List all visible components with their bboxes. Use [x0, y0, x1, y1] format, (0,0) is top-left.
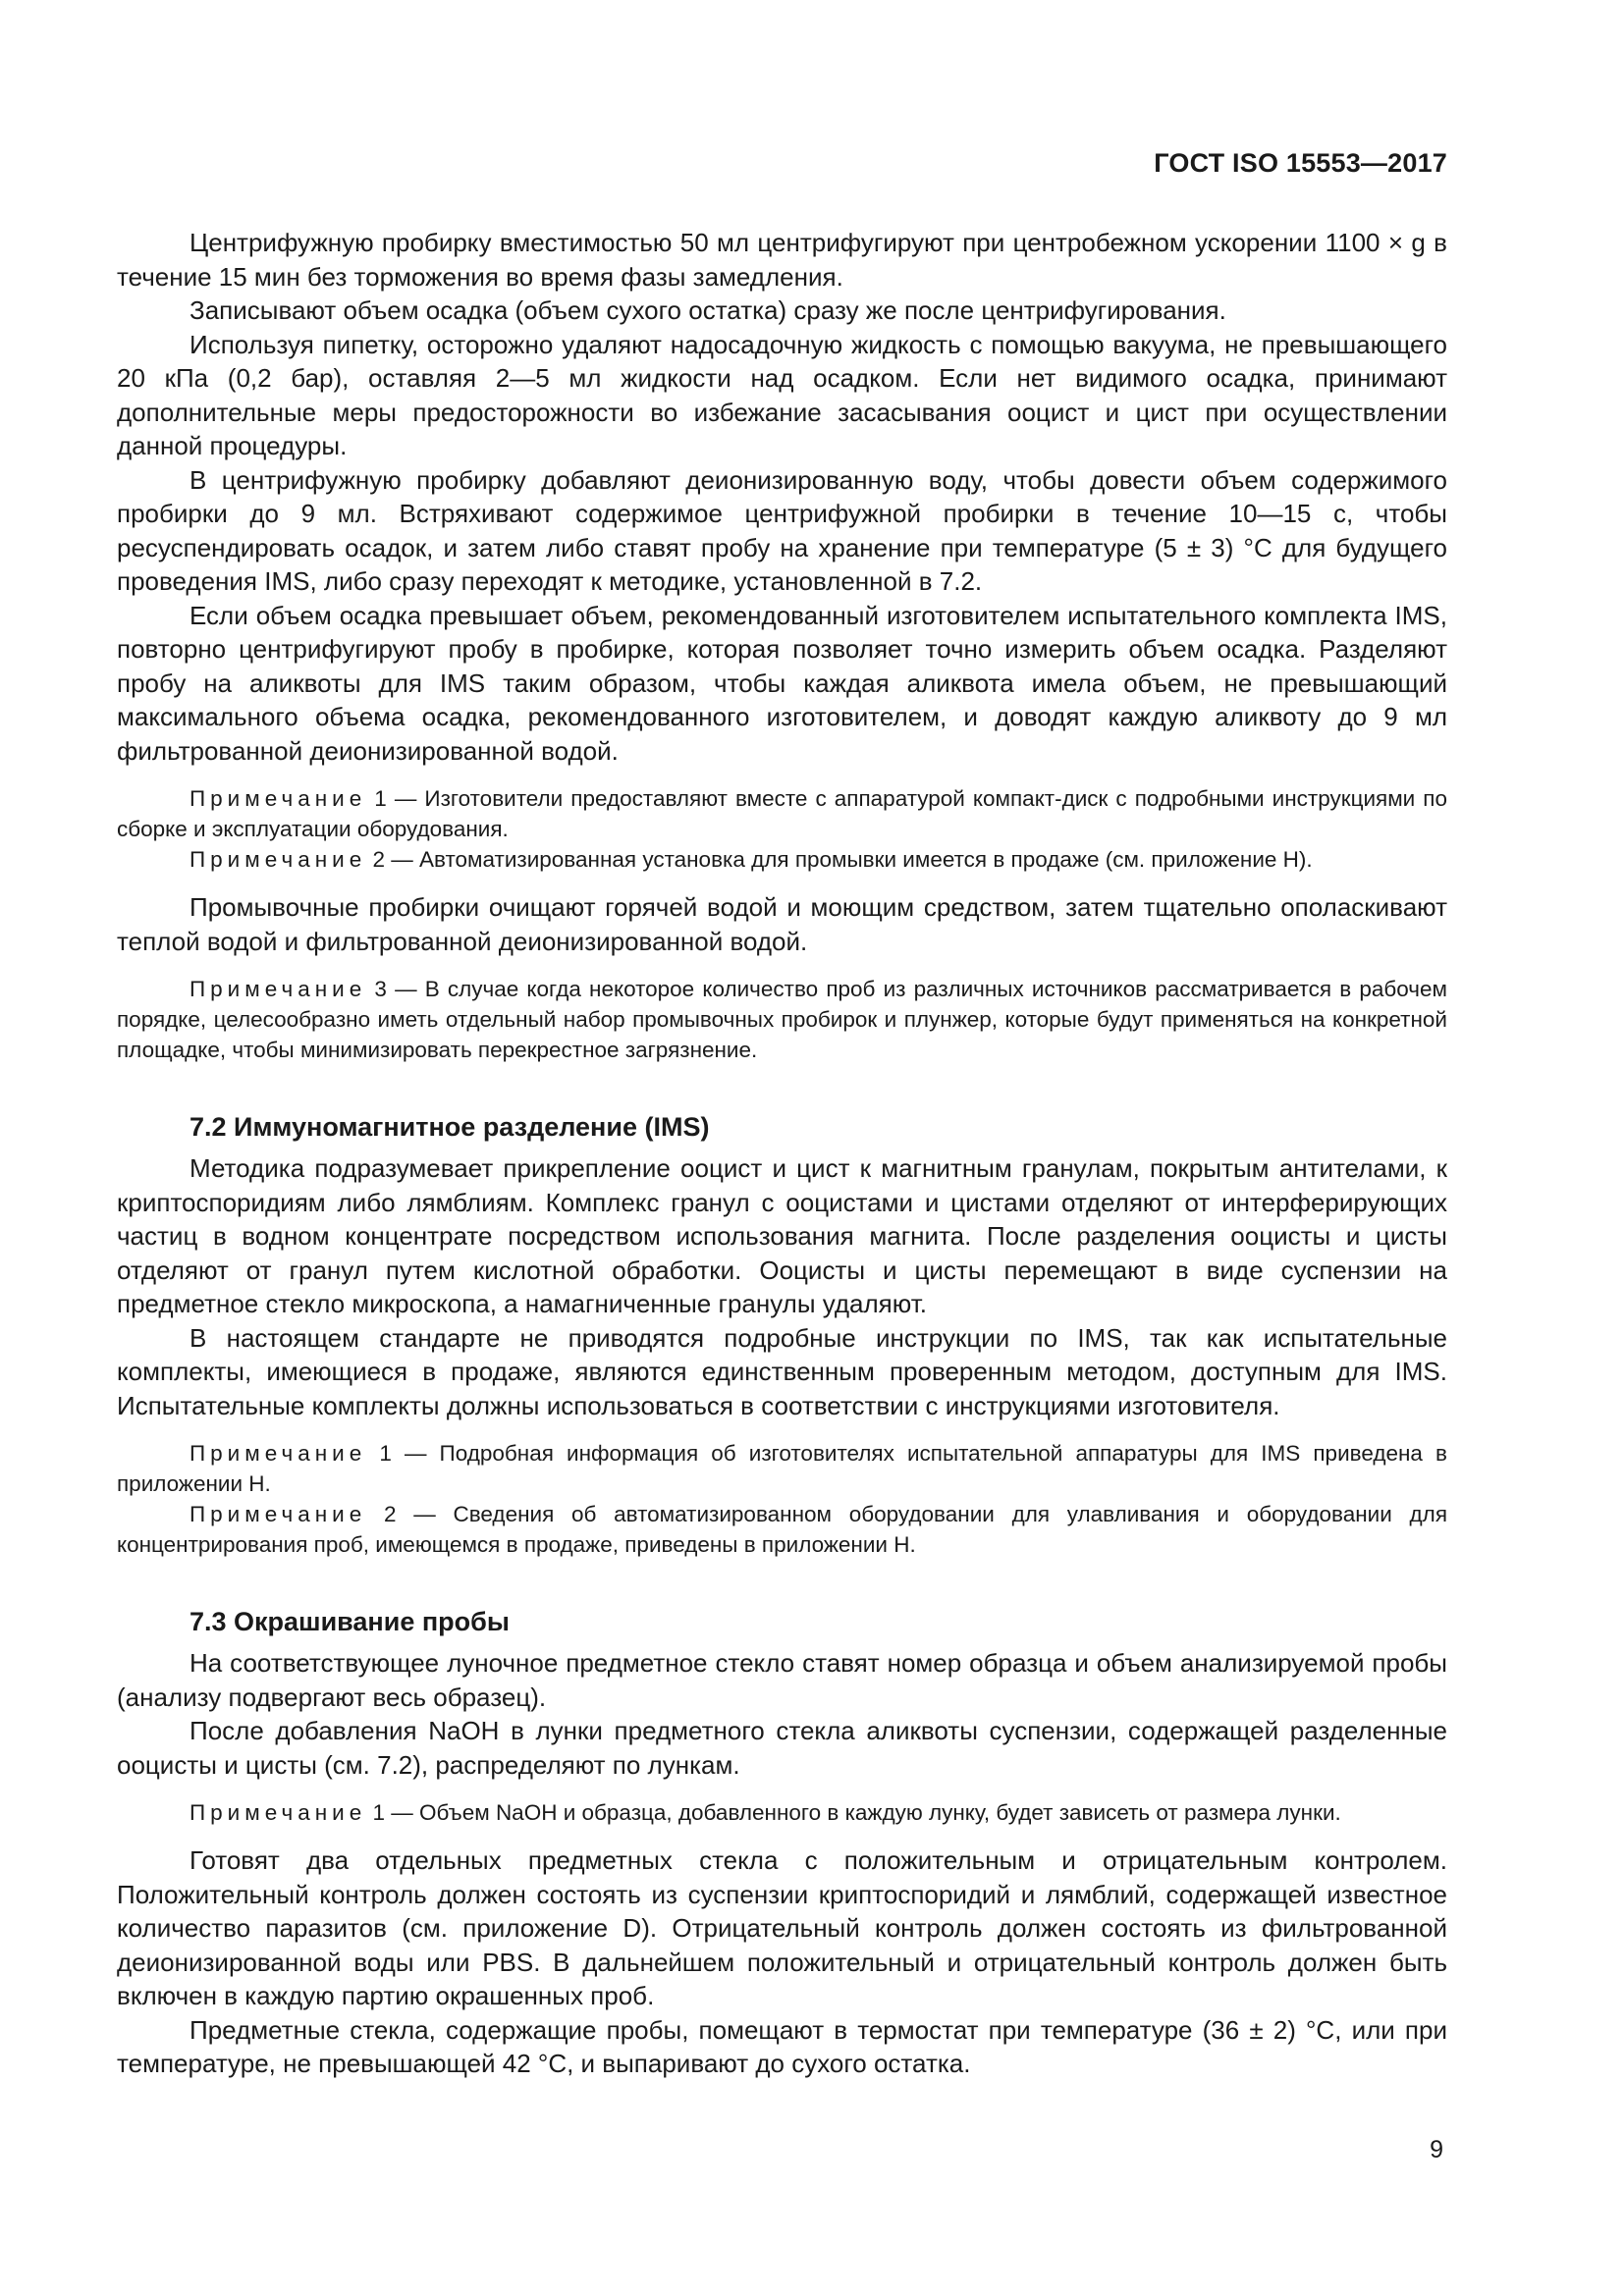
- note-label: Примечание: [189, 786, 367, 811]
- note-label: Примечание: [189, 1441, 367, 1466]
- note: [117, 783, 1447, 844]
- page-number: 9: [1430, 2136, 1443, 2163]
- document-header: ГОСТ ISO 15553—2017: [1154, 148, 1447, 178]
- note-text: 2 — Сведения об автоматизированном оборудовании для улавливания и оборудовании для концентрирования проб, имеющемся в продаже, приведены в приложении Н.: [117, 1502, 1447, 1557]
- note-text: 1 — Объем NaOH и образца, добавленного в каждую лунку, будет зависеть от размера лунки.: [366, 1800, 1341, 1825]
- note-text: 3 — В случае когда некоторое количество проб из различных источников рассматривается в рабочем порядке, целесообразно иметь отдельный набор промывочных пробирок и плунжер, которые будут применяться на конкретной площадке, чтобы минимизировать перекрестное загрязнение.: [117, 977, 1447, 1062]
- paragraph: Готовят два отдельных предметных стекла с положительным и отрицательным контролем. Положительный контроль должен состоять из суспензии криптоспоридий и лямблий, содержащей известное количество паразитов (см. приложение D). Отрицательный контроль должен состоять из фильтрованной деионизированной воды или PBS. В дальнейшем положительный и отрицательный контроль должен быть включен в каждую партию окрашенных проб.: [117, 1845, 1447, 2010]
- note: [117, 844, 1447, 875]
- note-label: Примечание: [189, 847, 367, 872]
- note-text: 1 — Изготовители предоставляют вместе с аппаратурой компакт-диск с подробными инструкциями по сборке и эксплуатации оборудования.: [117, 786, 1447, 841]
- paragraph: Центрифужную пробирку вместимостью 50 мл центрифугируют при центробежном ускорении 1100 × g в течение 15 мин без торможения во время фазы замедления.: [117, 228, 1447, 292]
- note-label: Примечание: [189, 977, 367, 1001]
- note: [117, 1797, 1447, 1828]
- paragraph: Используя пипетку, осторожно удаляют надосадочную жидкость с помощью вакуума, не превышающего 20 кПа (0,2 бар), оставляя 2—5 мл жидкости над осадком. Если нет видимого осадка, принимают дополнительные меры предосторожности во избежание засасывания ооцист и цист при осуществлении данной процедуры.: [117, 329, 1447, 460]
- note-label: Примечание: [189, 1502, 367, 1526]
- document-body: [117, 226, 1447, 2081]
- note: [117, 1499, 1447, 1560]
- paragraph: В центрифужную пробирку добавляют деионизированную воду, чтобы довести объем содержимого пробирки до 9 мл. Встряхивают содержимое центрифужной пробирки в течение 10—15 с, чтобы ресуспендировать осадок, и затем либо ставят пробу на хранение при температуре (5 ± 3) °С для будущего проведения IMS, либо сразу переходят к методике, установленной в 7.2.: [117, 464, 1447, 596]
- paragraph: Методика подразумевает прикрепление ооцист и цист к магнитным гранулам, покрытым антителами, к криптоспоридиям либо лямблиям. Комплекс гранул с ооцистами и цистами отделяют от интерферирующих частиц в водном концентрате посредством использования магнита. После разделения ооцисты и цисты отделяют от гранул путем кислотной обработки. Ооцисты и цисты перемещают в виде суспензии на предметное стекло микроскопа, а намагниченные гранулы удаляют.: [117, 1153, 1447, 1318]
- note-text: 1 — Подробная информация об изготовителях испытательной аппаратуры для IMS приведена в приложении Н.: [117, 1441, 1447, 1496]
- paragraph: Предметные стекла, содержащие пробы, помещают в термостат при температуре (36 ± 2) °С, или при температуре, не превышающей 42 °С, и выпаривают до сухого остатка.: [117, 2014, 1447, 2078]
- note: [117, 974, 1447, 1065]
- paragraph: В настоящем стандарте не приводятся подробные инструкции по IMS, так как испытательные комплекты, имеющиеся в продаже, являются единственным проверенным методом, доступным для IMS. Испытательные комплекты должны использоваться в соответствии с инструкциями изготовителя.: [117, 1322, 1447, 1420]
- section-heading: 7.2 Иммуномагнитное разделение (IMS): [189, 1112, 710, 1142]
- paragraph: Если объем осадка превышает объем, рекомендованный изготовителем испытательного комплекта IMS, повторно центрифугируют пробу в пробирке, которая позволяет точно измерить объем осадка. Разделяют пробу на аликвоты для IMS таким образом, чтобы каждая аликвота имела объем, не превышающий максимального объема осадка, рекомендованного изготовителем, и доводят каждую аликвоту до 9 мл фильтрованной деионизированной водой.: [117, 600, 1447, 766]
- paragraph: На соответствующее луночное предметное стекло ставят номер образца и объем анализируемой пробы (анализу подвергают весь образец).: [117, 1648, 1447, 1712]
- paragraph: После добавления NaOH в лунки предметного стекла аликвоты суспензии, содержащей разделенные ооцисты и цисты (см. 7.2), распределяют по лункам.: [117, 1716, 1447, 1780]
- paragraph: Записывают объем осадка (объем сухого остатка) сразу же после центрифугирования.: [189, 295, 1226, 325]
- section-heading: 7.3 Окрашивание пробы: [189, 1607, 510, 1636]
- note-label: Примечание: [189, 1800, 367, 1825]
- note: [117, 1438, 1447, 1499]
- paragraph: Промывочные пробирки очищают горячей водой и моющим средством, затем тщательно ополаскивают теплой водой и фильтрованной деионизированной водой.: [117, 892, 1447, 956]
- note-text: 2 — Автоматизированная установка для промывки имеется в продаже (см. приложение Н).: [366, 847, 1313, 872]
